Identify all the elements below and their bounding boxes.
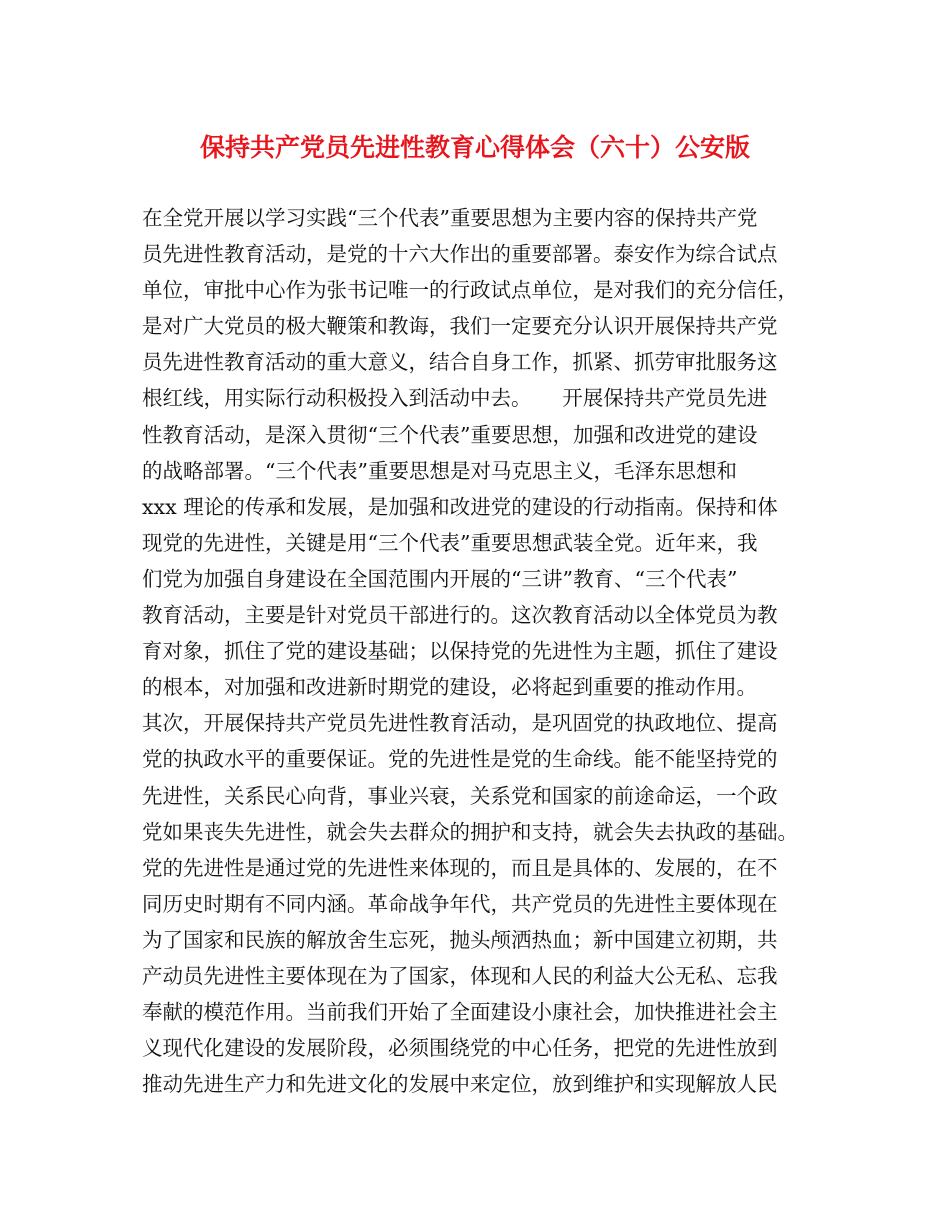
body-line: 党的先进性是通过党的先进性来体现的，而且是具体的、发展的，在不: [142, 855, 778, 880]
body-line: 奉献的模范作用。当前我们开始了全面建设小康社会，加快推进社会主: [142, 1000, 778, 1025]
body-line: 教育活动，主要是针对党员干部进行的。这次教育活动以全体党员为教: [142, 603, 778, 628]
body-line: 们党为加强自身建设在全国范围内开展的“三讲”教育、“三个代表”: [142, 566, 738, 591]
body-line: 在全党开展以学习实践“三个代表”重要思想为主要内容的保持共产党: [142, 206, 758, 230]
body-line: 员先进性教育活动的重大意义，结合自身工作，抓紧、抓劳审批服务这: [142, 350, 778, 375]
body-line: 现党的先进性，关键是用“三个代表”重要思想武装全党。近年来，我: [142, 530, 758, 555]
body-line: 义现代化建设的发展阶段，必须围绕党的中心任务，把党的先进性放到: [142, 1036, 778, 1061]
body-line: 的根本，对加强和改进新时期党的建设，必将起到重要的推动作用。: [142, 675, 757, 700]
body-line: 单位，审批中心作为张书记唯一的行政试点单位，是对我们的充分信任，: [142, 278, 798, 303]
document-title: 保持共产党员先进性教育心得体会（六十）公安版: [199, 133, 750, 162]
body-line: 党的执政水平的重要保证。党的先进性是党的生命线。能不能坚持党的: [142, 747, 778, 772]
body-line: 是对广大党员的极大鞭策和教诲，我们一定要充分认识开展保持共产党: [142, 314, 778, 339]
body-line: 推动先进生产力和先进文化的发展中来定位，放到维护和实现解放人民: [142, 1072, 778, 1097]
body-line: 根红线，用实际行动积极投入到活动中去。 开展保持共产党员先进: [142, 386, 768, 411]
body-line: 性教育活动，是深入贯彻“三个代表”重要思想，加强和改进党的建设: [142, 422, 758, 447]
body-line: 员先进性教育活动，是党的十六大作出的重要部署。泰安作为综合试点: [142, 242, 778, 267]
body-line: 其次，开展保持共产党员先进性教育活动，是巩固党的执政地位、提高: [142, 711, 778, 736]
document-body: [142, 200, 822, 1102]
body-line: 党如果丧失先进性，就会失去群众的拥护和支持，就会失去执政的基础。: [142, 819, 798, 844]
body-line: 为了国家和民族的解放舍生忘死，抛头颅洒热血；新中国建立初期，共: [142, 927, 778, 952]
body-line: 产动员先进性主要体现在为了国家，体现和人民的利益大公无私、忘我: [142, 963, 778, 988]
body-line: 育对象，抓住了党的建设基础；以保持党的先进性为主题，抓住了建设: [142, 639, 778, 664]
body-line: 同历史时期有不同内涵。革命战争年代，共产党员的先进性主要体现在: [142, 891, 778, 916]
body-line: 先进性，关系民心向背，事业兴衰，关系党和国家的前途命运，一个政: [142, 783, 778, 808]
body-line: 的战略部署。“三个代表”重要思想是对马克思主义，毛泽东思想和: [142, 458, 737, 483]
body-line: xxx 理论的传承和发展，是加强和改进党的建设的行动指南。保持和体: [142, 494, 778, 519]
